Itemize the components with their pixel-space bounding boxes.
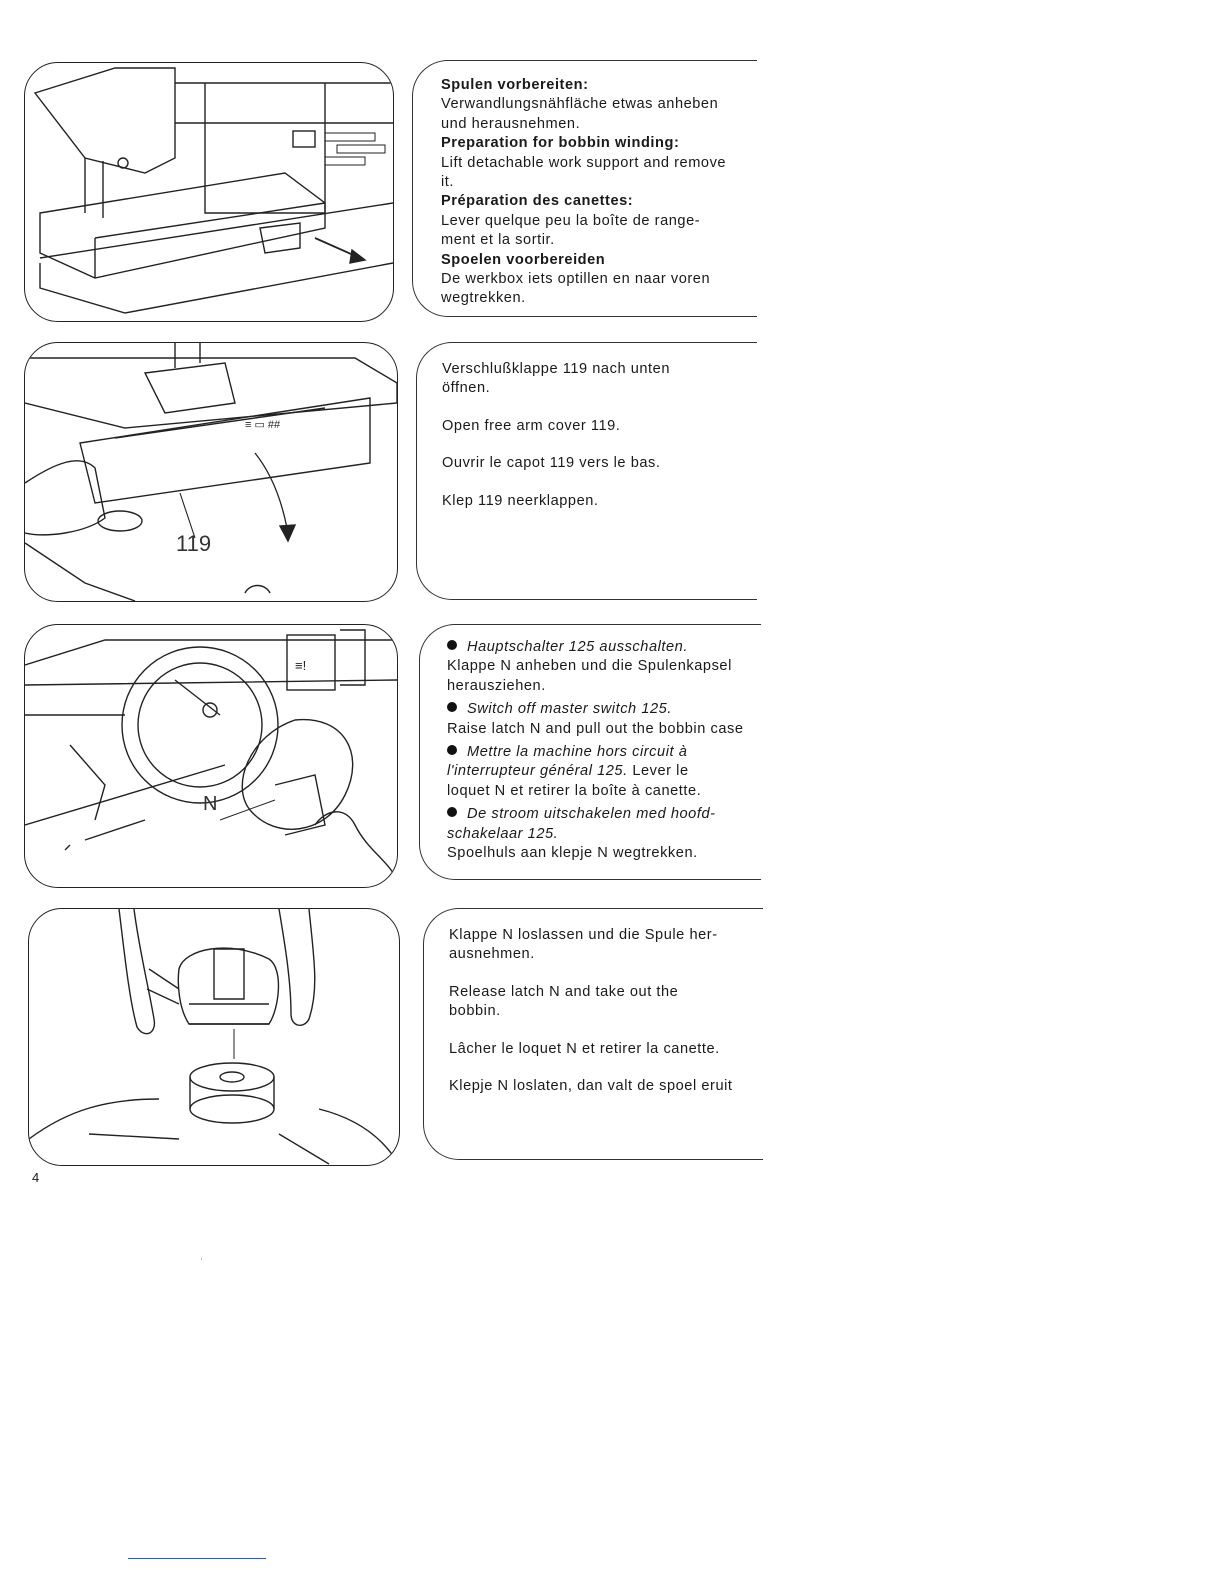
- text-line: Switch off master switch 125.: [447, 700, 761, 719]
- text-line: und herausnehmen.: [441, 115, 581, 132]
- callout-label-119: 119: [176, 531, 212, 556]
- text-line: it.: [441, 174, 455, 191]
- svg-text:≡ ▭ ##: ≡ ▭ ##: [245, 419, 281, 431]
- text-line: ausnehmen.: [449, 946, 535, 963]
- text-line: Klappe N loslassen und die Spule her-: [449, 927, 718, 943]
- bullet-icon: [447, 640, 457, 650]
- illustration-release-bobbin: [28, 908, 400, 1166]
- illustration-open-free-arm-cover: [24, 342, 398, 602]
- text-line: l'interrupteur général 125. Lever le: [447, 763, 689, 780]
- text-line: herausziehen.: [447, 677, 546, 694]
- instruction-panel-1: [412, 60, 757, 317]
- instruction-panel-3: [419, 624, 761, 880]
- bullet-icon: [447, 702, 457, 712]
- text-line: Hauptschalter 125 ausschalten.: [447, 638, 761, 657]
- text-line: De stroom uitschakelen med hoofd-: [447, 805, 761, 824]
- text-line: Préparation des canettes:: [441, 193, 634, 210]
- text-line: Klappe N anheben und die Spulenkapsel: [447, 658, 732, 675]
- footer-rule: [128, 1558, 266, 1559]
- text-line: Lift detachable work support and remove: [441, 154, 727, 171]
- instruction-panel-4: [423, 908, 763, 1160]
- text-line: Lever quelque peu la boîte de range-: [441, 212, 701, 229]
- text-line: Mettre la machine hors circuit à: [447, 743, 761, 762]
- text-line: Open free arm cover 119.: [442, 417, 621, 434]
- text-line: Spulen vorbereiten:: [441, 77, 589, 93]
- text-line: De werkbox iets optillen en naar voren: [441, 271, 711, 288]
- text-line: Spoelhuls aan klepje N wegtrekken.: [447, 845, 698, 862]
- bullet-icon: [447, 745, 457, 755]
- text-line: Raise latch N and pull out the bobbin case: [447, 720, 744, 737]
- text-line: Klep 119 neerklappen.: [442, 492, 599, 509]
- text-line: Verschlußklappe 119 nach unten: [442, 361, 670, 377]
- illustration-remove-work-support: [24, 62, 394, 322]
- text-line: bobbin.: [449, 1003, 501, 1020]
- text-line: öffnen.: [442, 380, 491, 397]
- svg-text:≡!: ≡!: [295, 658, 307, 673]
- text-line: schakelaar 125.: [447, 825, 559, 842]
- page-number: 4: [32, 1170, 40, 1185]
- callout-label-n: N: [203, 793, 218, 815]
- illustration-pull-out-bobbin-case: [24, 624, 398, 888]
- text-line: ment et la sortir.: [441, 232, 555, 249]
- text-line: Verwandlungsnähfläche etwas anheben: [441, 96, 719, 113]
- scan-speck: [201, 1258, 202, 1260]
- text-line: wegtrekken.: [441, 290, 526, 307]
- text-line: Preparation for bobbin winding:: [441, 135, 680, 152]
- text-line: Release latch N and take out the: [449, 983, 679, 1000]
- text-line: Spoelen voorbereiden: [441, 251, 606, 268]
- text-line: Lâcher le loquet N et retirer la canette.: [449, 1040, 720, 1057]
- text-line: loquet N et retirer la boîte à canette.: [447, 782, 702, 799]
- text-line: Ouvrir le capot 119 vers le bas.: [442, 455, 661, 472]
- instruction-panel-2: [416, 342, 757, 600]
- bullet-icon: [447, 807, 457, 817]
- text-line: Klepje N loslaten, dan valt de spoel eruit: [449, 1078, 733, 1095]
